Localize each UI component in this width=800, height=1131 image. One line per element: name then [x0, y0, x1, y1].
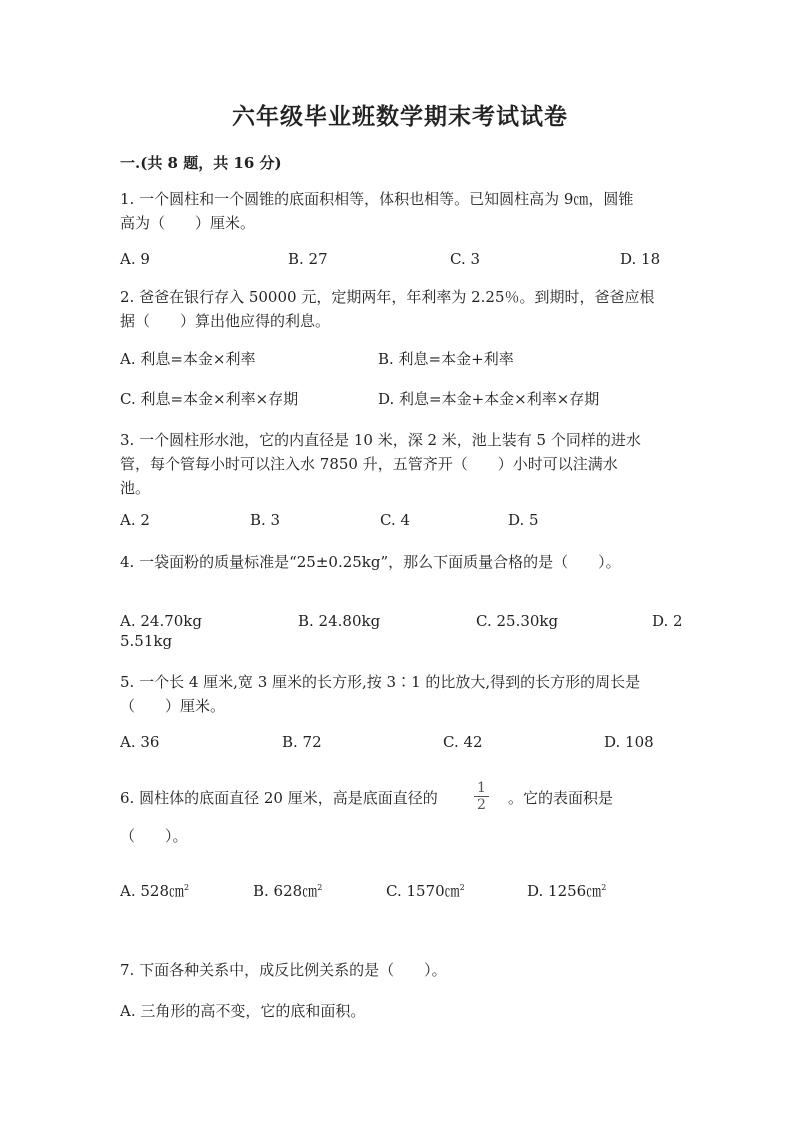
question-6-line-1a: 6. 圆柱体的底面直径 20 厘米，高是底面直径的	[120, 789, 438, 807]
question-2-option-c: C. 利息=本金×利率×存期	[120, 390, 299, 408]
question-6-option-a	[120, 880, 189, 901]
question-3-line-2: 管，每个管每小时可以注入水 7850 升，五管齐开（ ）小时可以注满水	[120, 455, 618, 473]
question-2-option-a: A. 利息=本金×利率	[120, 350, 256, 368]
question-3-line-3: 池。	[120, 479, 151, 497]
question-5-option-d: D. 108	[604, 733, 654, 751]
question-4-option-d: D. 2	[652, 612, 683, 630]
question-1-option-b: B. 27	[288, 250, 328, 268]
superscript: 2	[184, 883, 190, 892]
fraction-numerator: 1	[474, 780, 489, 797]
question-4-option-c: C. 25.30kg	[476, 612, 559, 630]
question-3-option-b: B. 3	[250, 511, 281, 529]
question-5-option-b: B. 72	[282, 733, 322, 751]
question-2-line-2: 据（ ）算出他应得的利息。	[120, 312, 331, 330]
section-header: 一.(共 8 题，共 16 分)	[120, 154, 282, 172]
question-5-line-2: （ ）厘米。	[120, 697, 226, 715]
page-title: 六年级毕业班数学期末考试试卷	[232, 103, 568, 130]
question-3-option-a: A. 2	[120, 511, 150, 529]
question-7-option-a: A. 三角形的高不变，它的底和面积。	[120, 1002, 366, 1020]
question-3-option-d: D. 5	[508, 511, 539, 529]
question-1-option-a: A. 9	[120, 250, 150, 268]
question-2-option-d: D. 利息=本金+本金×利率×存期	[378, 390, 600, 408]
fraction-denominator: 2	[477, 797, 486, 813]
question-6-fraction	[474, 780, 489, 813]
superscript: 2	[601, 883, 607, 892]
question-1-line-2: 高为（ ）厘米。	[120, 214, 256, 232]
question-3-line-1: 3. 一个圆柱形水池，它的内直径是 10 米，深 2 米，池上装有 5 个同样的进水	[120, 431, 641, 449]
question-5-option-c: C. 42	[443, 733, 483, 751]
question-5-line-1: 5. 一个长 4 厘米,宽 3 厘米的长方形,按 3∶1 的比放大,得到的长方形的周长是	[120, 673, 641, 691]
question-6-option-b	[253, 880, 322, 901]
question-6-option-d	[527, 880, 606, 901]
question-6-line-1b: 。它的表面积是	[508, 789, 614, 807]
question-3-option-c: C. 4	[380, 511, 411, 529]
question-2-line-1: 2. 爸爸在银行存入 50000 元，定期两年，年利率为 2.25％。到期时，爸爸应根	[120, 288, 655, 306]
superscript: 2	[317, 883, 323, 892]
question-6-option-c	[386, 880, 465, 901]
question-4-option-b: B. 24.80kg	[298, 612, 381, 630]
question-4-option-a: A. 24.70kg	[120, 612, 203, 630]
question-1-option-d: D. 18	[620, 250, 661, 268]
question-6-line-2: （ ）。	[120, 827, 188, 845]
question-7-line-1: 7. 下面各种关系中，成反比例关系的是（ ）。	[120, 961, 447, 979]
option-d-text: D. 1256㎝	[527, 882, 602, 900]
option-b-text: B. 628㎝	[253, 882, 318, 900]
superscript: 2	[459, 883, 465, 892]
question-1-option-c: C. 3	[450, 250, 481, 268]
question-4-option-d-wrap: 5.51kg	[120, 632, 173, 650]
question-5-option-a: A. 36	[120, 733, 160, 751]
question-1-line-1: 1. 一个圆柱和一个圆锥的底面积相等，体积也相等。已知圆柱高为 9㎝，圆锥	[120, 190, 634, 208]
option-a-text: A. 528㎝	[120, 882, 184, 900]
question-2-option-b: B. 利息=本金+利率	[378, 350, 514, 368]
question-4-line-1: 4. 一袋面粉的质量标准是“25±0.25kg”，那么下面质量合格的是（ ）。	[120, 553, 621, 571]
option-c-text: C. 1570㎝	[386, 882, 460, 900]
